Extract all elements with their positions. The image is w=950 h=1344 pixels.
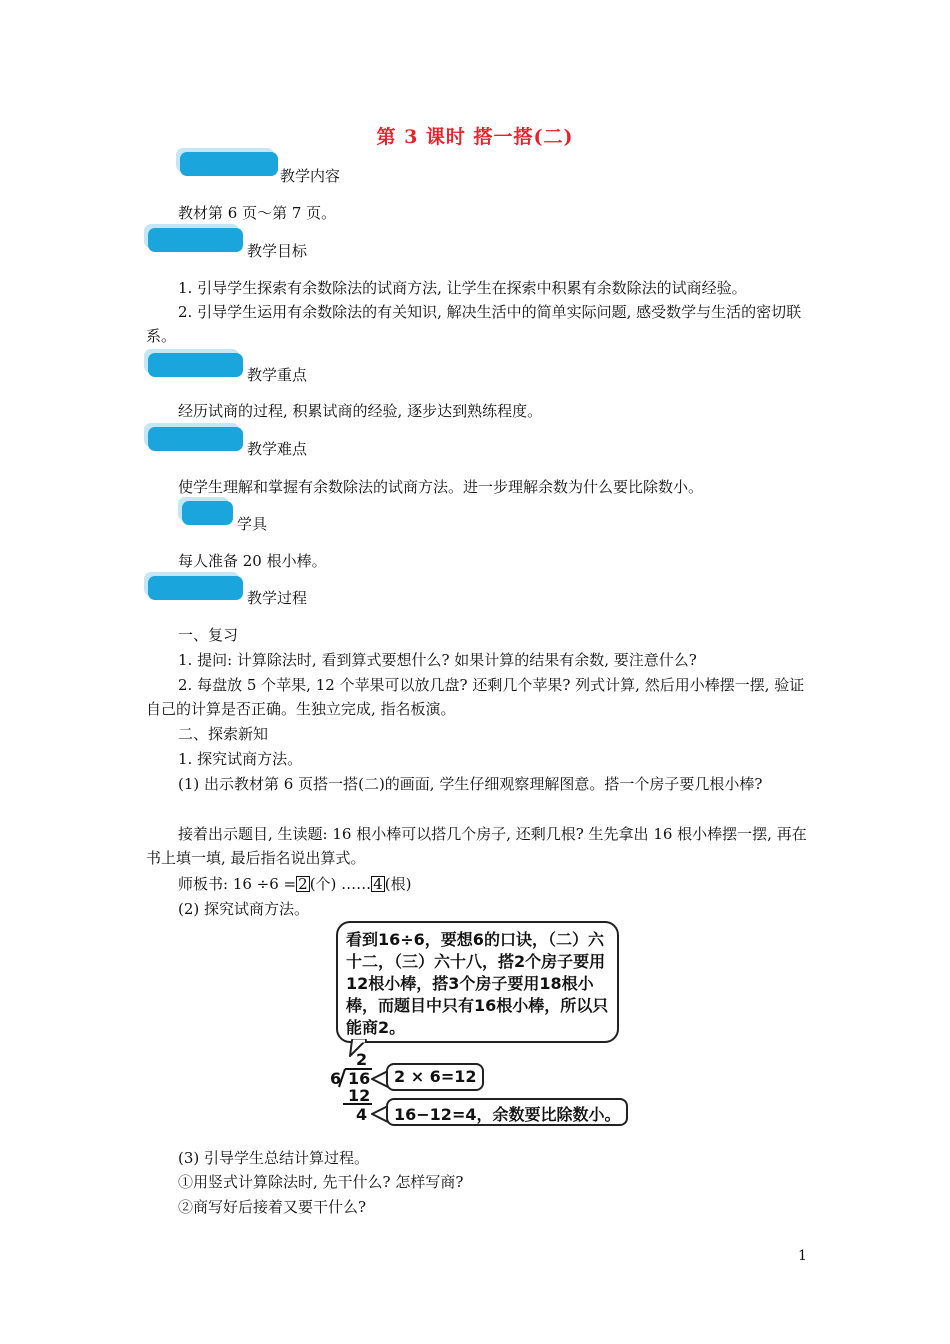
board-suffix: (根) [384,875,412,893]
division-dividend: 16 [348,1069,371,1088]
board-remainder-box: 4 [373,875,383,893]
division-product: 12 [348,1086,371,1105]
division-remainder: 4 [356,1105,368,1124]
section-heading-key: 教学重点 [247,366,308,384]
speech-bubble: 看到16÷6，要想6的口诀，（二）六十二，（三）六十八，搭2个房子要用12根小棒，搭3个房子要用18根小棒，而题目中只有16根小棒，所以只能商2。 [336,921,619,1043]
section-heading-tools: 学具 [237,515,268,533]
board-mid: (个) …… [309,875,372,893]
content-text: 教材第 6 页～第 7 页。 [178,204,337,222]
review-title: 一、复习 [178,626,239,644]
division-quotient: 2 [356,1050,368,1069]
division-divisor: 6 [330,1069,342,1088]
page-number: 1 [798,1248,807,1264]
explore-item-1: 1. 探究试商方法。 [178,750,303,768]
difficulty-text: 使学生理解和掌握有余数除法的试商方法。进一步理解余数为什么要比除数小。 [178,478,704,496]
tools-text: 每人准备 20 根小棒。 [178,552,327,570]
section-heading-process: 教学过程 [247,589,308,607]
explore-title: 二、探索新知 [178,725,269,743]
review-item-1: 1. 提问: 计算除法时, 看到算式要想什么? 如果计算的结果有余数, 要注意什么? [178,651,697,669]
goal-item-2: 2. 引导学生运用有余数除法的有关知识, 解决生活中的简单实际问题, 感受数学与生活的密切联系。 [146,303,802,345]
section-heading-difficulty: 教学难点 [247,440,308,458]
explore-item-1b: 接着出示题目, 生读题: 16 根小棒可以搭几个房子, 还剩几根? 生先拿出 16 根小棒摆一摆, 再在书上填一填, 最后指名说出算式。 [146,825,807,867]
board-prefix: 师板书: 16 ÷6 = [178,875,297,893]
section-heading-content: 教学内容 [280,167,341,185]
section-heading-goals: 教学目标 [247,242,308,260]
explore-item-2: (2) 探究试商方法。 [178,900,310,918]
question-2: ②商写好后接着又要干什么? [178,1198,367,1216]
review-item-2: 2. 每盘放 5 个苹果, 12 个苹果可以放几盘? 还剩几个苹果? 列式计算, 然后用小棒摆一摆, 验证自己的计算是否正确。生独立完成, 指名板演。 [146,676,805,718]
explore-item-3: (3) 引导学生总结计算过程。 [178,1149,370,1167]
key-text: 经历试商的过程, 积累试商的经验, 逐步达到熟练程度。 [178,402,543,420]
question-1: ①用竖式计算除法时, 先干什么? 怎样写商? [178,1173,464,1191]
remainder-note: 16−12=4，余数要比除数小。 [386,1098,628,1126]
page-title: 第 3 课时 搭一搭(二) [376,126,574,148]
board-quotient-box: 2 [298,875,308,893]
multiplication-note: 2 × 6=12 [386,1063,484,1091]
explore-item-1a: (1) 出示教材第 6 页搭一搭(二)的画面, 学生仔细观察理解图意。搭一个房子要几根小棒? [178,775,763,793]
goal-item-1: 1. 引导学生探索有余数除法的试商方法, 让学生在探索中积累有余数除法的试商经验。 [178,279,747,297]
